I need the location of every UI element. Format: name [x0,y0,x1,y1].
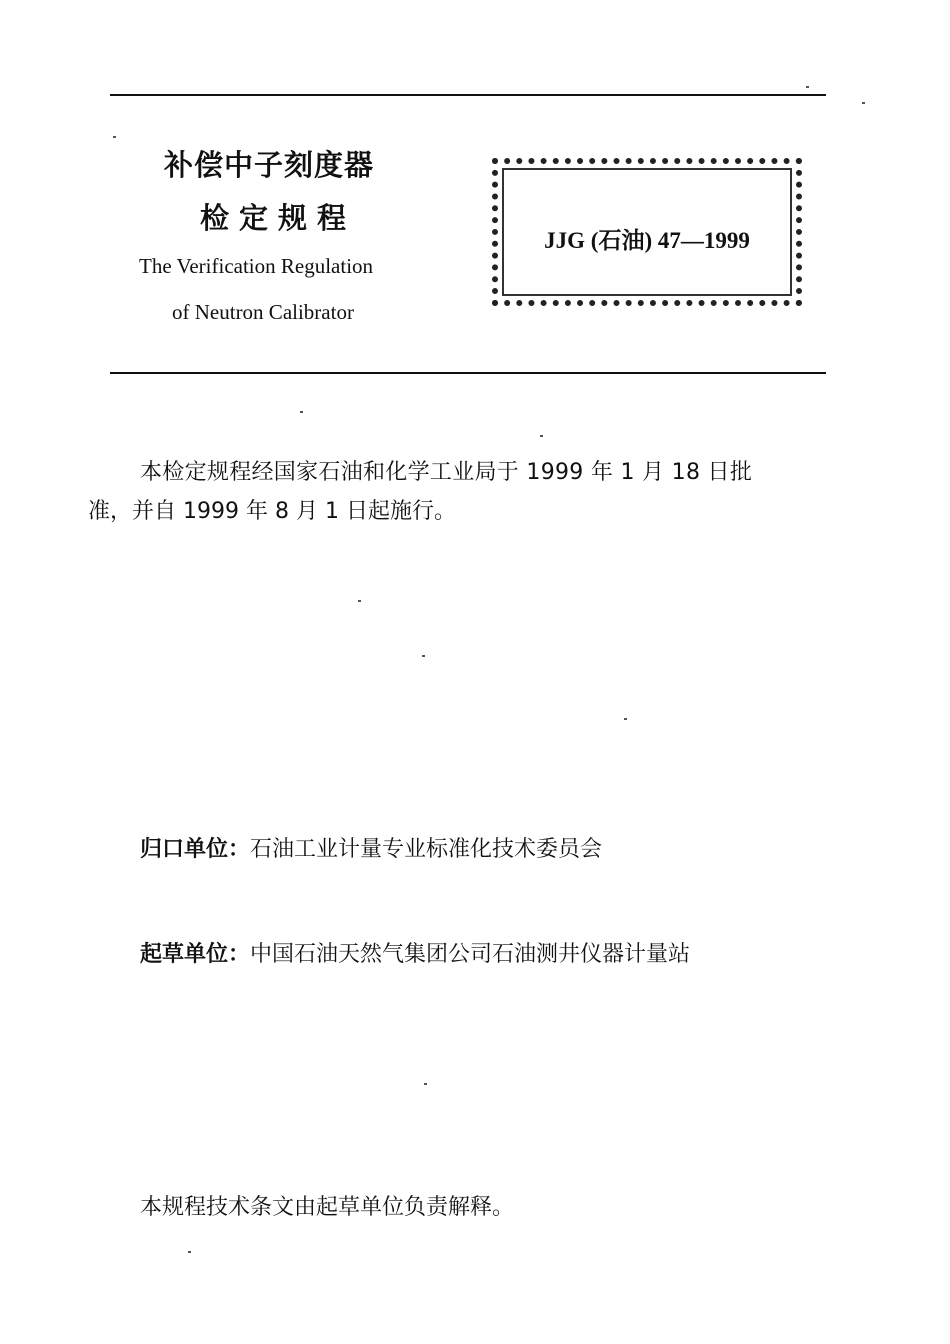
title-english-line-1: The Verification Regulation [139,254,374,278]
scan-speck [358,600,361,602]
title-english-line-2: of Neutron Calibrator [172,300,354,324]
centralized-unit-label: 归口单位： [140,837,251,862]
scan-speck [113,136,116,138]
approval-statement-line-1: 本检定规程经国家石油和化学工业局于 1999 年 1 月 18 日批 [140,460,753,485]
scan-speck [424,1083,427,1085]
centralized-unit-value: 石油工业计量专业标准化技术委员会 [250,837,603,862]
scan-speck [540,435,543,437]
scan-speck [624,718,627,720]
standard-code-frame [492,158,802,306]
scan-speck [188,1251,191,1253]
drafting-unit-value: 中国石油天然气集团公司石油测井仪器计量站 [250,942,691,967]
scan-speck [300,411,303,413]
drafting-unit-label: 起草单位： [140,942,251,967]
interpretation-statement: 本规程技术条文由起草单位负责解释。 [140,1195,515,1220]
scan-speck [806,86,809,88]
top-divider [110,94,826,96]
approval-statement-line-2: 准，并自 1999 年 8 月 1 日起施行。 [88,499,456,524]
standard-code: JJG (石油) 47—1999 [544,228,750,253]
bottom-divider [110,372,826,374]
drafting-unit [140,937,690,968]
centralized-unit [140,832,602,863]
title-chinese-line-2: 检定规程 [200,201,357,235]
title-chinese-line-1: 补偿中子刻度器 [164,148,375,182]
scan-speck [422,655,425,657]
scan-speck [862,102,865,104]
